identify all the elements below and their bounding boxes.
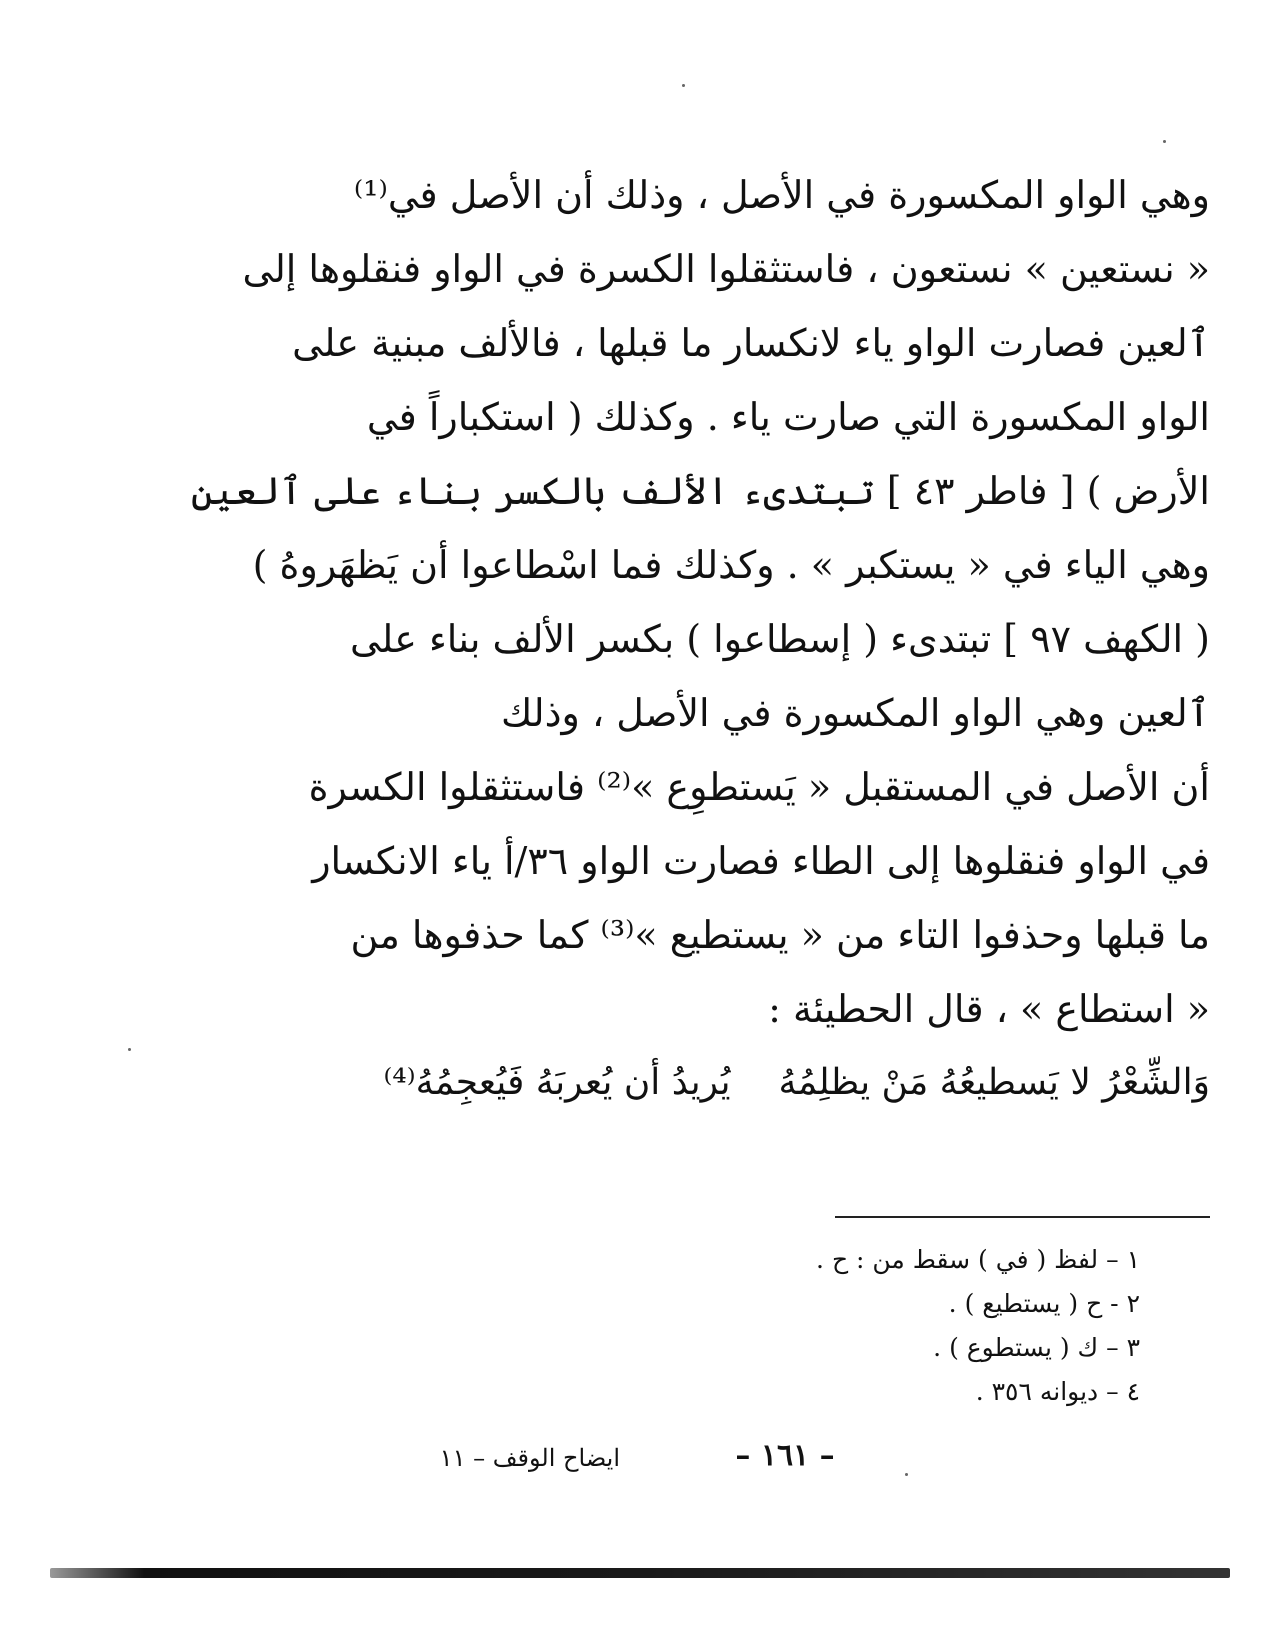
- footnote: ٣ – ك ( يستطوع ) .: [933, 1333, 1140, 1362]
- scan-speck: [905, 1473, 908, 1476]
- scan-speck: [128, 1048, 131, 1051]
- text-line: الواو المكسورة التي صارت ياء . وكذلك ( استكباراً في: [366, 395, 1210, 439]
- scan-speck: [682, 84, 685, 87]
- text-line: « استطاع » ، قال الحطيئة :: [768, 987, 1210, 1031]
- scan-edge-bar: [50, 1568, 1230, 1578]
- scan-speck: [1163, 140, 1166, 143]
- verse-second-hemistich: يُريدُ أن يُعربَهُ فَيُعجِمُهُ⁽⁴⁾: [383, 1062, 731, 1103]
- footnote: ٤ – ديوانه ٣٥٦ .: [975, 1377, 1140, 1406]
- verse-first-hemistich: وَالشِّعْرُ لا يَسطيعُهُ مَنْ يظلِمُهُ: [778, 1062, 1210, 1103]
- text-line: ( الكهف ٩٧ ] تبتدىء ( إسطاعوا ) بكسر الألف بناء على: [349, 617, 1210, 661]
- signature-mark: ايضاح الوقف – ١١: [439, 1444, 620, 1472]
- text-line: « نستعين » نستعون ، فاستثقلوا الكسرة في الواو فنقلوها إلى: [242, 247, 1210, 291]
- text-line: ٱلعين وهي الواو المكسورة في الأصل ، وذلك: [501, 691, 1210, 735]
- poetry-verse: [380, 1046, 1210, 1120]
- footnote: ١ – لفظ ( في ) سقط من : ح .: [816, 1245, 1140, 1274]
- page-number: – ١٦١ –: [735, 1438, 835, 1473]
- text-line: وهي الياء في « يستكبر » . وكذلك فما اسْطاعوا أن يَظهَروهُ ): [252, 543, 1210, 587]
- text-line: في الواو فنقلوها إلى الطاء فصارت الواو ٣٦/أ ياء الانكسار: [312, 839, 1210, 883]
- footnote-separator: [835, 1216, 1210, 1218]
- text-line: أن الأصل في المستقبل « يَستطوِع »⁽²⁾ فاستثقلوا الكسرة: [308, 765, 1210, 809]
- text-line: ٱلعين فصارت الواو ياء لانكسار ما قبلها ، فالألف مبنية على: [292, 321, 1210, 365]
- main-text-block: [190, 158, 1210, 1120]
- footnote: ٢ - ح ( يستطيع ) .: [948, 1289, 1140, 1318]
- text-line: وهي الواو المكسورة في الأصل ، وذلك أن الأصل في⁽¹⁾: [353, 173, 1210, 217]
- text-line: الأرض ) [ فاطر ٤٣ ] تبتدىء الألف بالكسر بناء على ٱلعين: [190, 469, 1210, 513]
- footnotes-block: [700, 1238, 1140, 1414]
- text-line: ما قبلها وحذفوا التاء من « يستطيع »⁽³⁾ كما حذفوها من: [350, 913, 1210, 957]
